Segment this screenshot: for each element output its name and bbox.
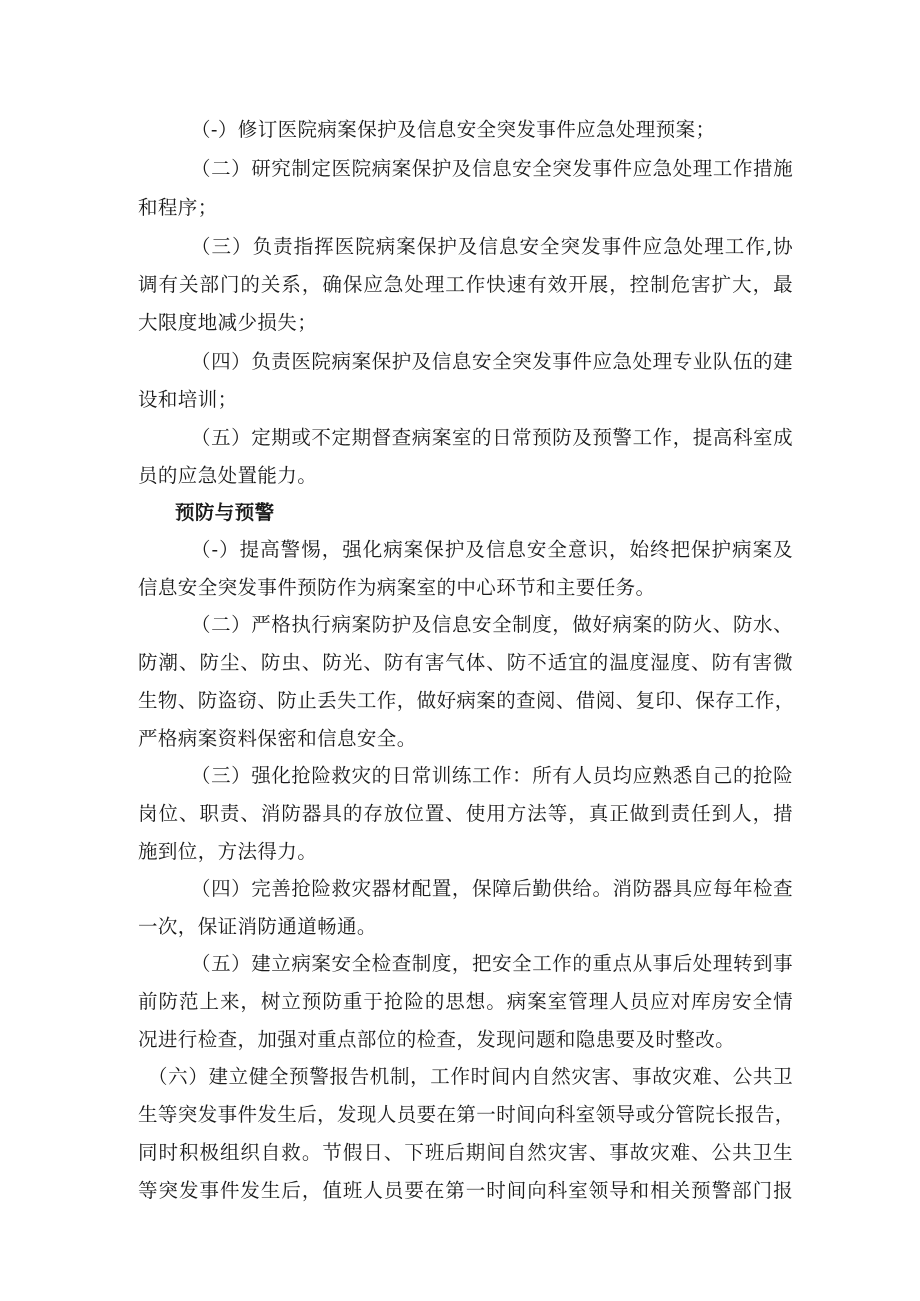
paragraph-2-4-line-2: 一次，保证消防通道畅通。 <box>138 915 377 938</box>
paragraph-2-2-line-1: （二）严格执行病案防护及信息安全制度，做好病案的防火、防水、 <box>191 613 793 636</box>
paragraph-1-5-line-2: 员的应急处置能力。 <box>138 464 318 487</box>
paragraph-1-1-line-1: （-）修订医院病案保护及信息安全突发事件应急处理预案； <box>191 118 716 141</box>
paragraph-1-3-line-3: 大限度地减少损失； <box>138 311 318 334</box>
paragraph-1-4-line-2: 设和培训； <box>138 388 238 411</box>
paragraph-1-3-line-2: 调有关部门的关系，确保应急处理工作快速有效开展，控制危害扩大，最 <box>138 273 793 296</box>
paragraph-1-4-line-1: （四）负责医院病案保护及信息安全突发事件应急处理专业队伍的建 <box>191 350 793 373</box>
paragraph-2-6-line-2: 生等突发事件发生后，发现人员要在第一时间向科室领导或分管院长报告， <box>138 1103 795 1126</box>
paragraph-2-2-line-3: 生物、防盗窃、防止丢失工作，做好病案的查阅、借阅、复印、保存工作， <box>138 689 795 712</box>
paragraph-2-3-line-3: 施到位，方法得力。 <box>138 840 318 863</box>
paragraph-2-4-line-1: （四）完善抢险救灾器材配置，保障后勤供给。消防器具应每年检查 <box>191 877 793 900</box>
paragraph-2-5-line-3: 况进行检查，加强对重点部位的检查，发现问题和隐患要及时整改。 <box>138 1028 736 1051</box>
paragraph-2-3-line-1: （三）强化抢险救灾的日常训练工作：所有人员均应熟悉自己的抢险 <box>191 764 793 787</box>
paragraph-2-3-line-2: 岗位、职责、消防器具的存放位置、使用方法等，真正做到责任到人，措 <box>138 802 793 825</box>
paragraph-1-2-line-1: （二）研究制定医院病案保护及信息安全突发事件应急处理工作措施 <box>191 157 793 180</box>
paragraph-1-2-line-2: 和程序； <box>138 196 218 219</box>
paragraph-2-1-line-2: 信息安全突发事件预防作为病案室的中心环节和主要任务。 <box>138 576 656 599</box>
paragraph-2-5-line-2: 前防范上来，树立预防重于抢险的思想。病案室管理人员应对库房安全情 <box>138 990 793 1013</box>
paragraph-2-2-line-2: 防潮、防尘、防虫、防光、防有害气体、防不适宜的温度湿度、防有害微 <box>138 651 793 674</box>
paragraph-1-5-line-1: （五）定期或不定期督查病案室的日常预防及预警工作，提高科室成 <box>191 426 793 449</box>
paragraph-2-6-line-4: 等突发事件发生后，值班人员要在第一时间向科室领导和相关预警部门报 <box>138 1179 793 1202</box>
paragraph-2-1-line-1: （-）提高警惕，强化病案保护及信息安全意识，始终把保护病案及 <box>191 538 793 561</box>
paragraph-2-5-line-1: （五）建立病案安全检查制度，把安全工作的重点从事后处理转到事 <box>191 952 793 975</box>
paragraph-2-6-line-1: （六）建立健全预警报告机制，工作时间内自然灾害、事故灾难、公共卫 <box>148 1065 793 1088</box>
paragraph-1-3-line-1: （三）负责指挥医院病案保护及信息安全突发事件应急处理工作,协 <box>191 235 793 258</box>
section-heading: 预防与预警 <box>175 501 275 524</box>
paragraph-2-2-line-4: 严格病案资料保密和信息安全。 <box>138 727 417 750</box>
paragraph-2-6-line-3: 同时积极组织自救。节假日、下班后期间自然灾害、事故灾难、公共卫生 <box>138 1141 793 1164</box>
